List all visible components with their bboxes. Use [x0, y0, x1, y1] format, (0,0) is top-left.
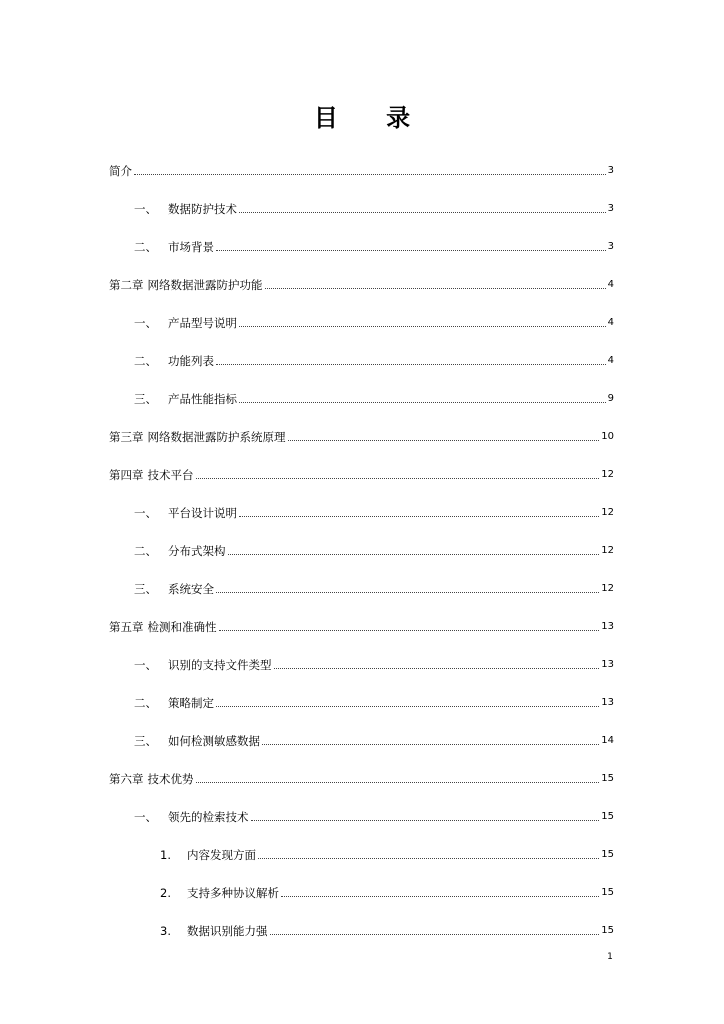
toc-entry-title: 市场背景: [168, 240, 214, 254]
toc-entry-number: 一、: [134, 202, 157, 216]
toc-entry-page: 14: [601, 735, 614, 746]
toc-entry-page: 15: [601, 849, 614, 860]
toc-entry-number: 二、: [134, 544, 157, 558]
toc-entry-title: 分布式架构: [168, 544, 226, 558]
toc-entry-page: 3: [607, 203, 614, 214]
toc-entry-title: 平台设计说明: [168, 506, 237, 520]
toc-entry[interactable]: [109, 722, 614, 760]
toc-entry-page: 12: [601, 507, 614, 518]
table-of-contents: [109, 152, 614, 950]
page-number: 1: [607, 952, 613, 962]
toc-entry-page: 12: [601, 583, 614, 594]
dot-leader: [270, 934, 600, 935]
toc-entry-title: 简介: [109, 164, 132, 178]
toc-entry-page: 3: [607, 241, 614, 252]
dot-leader: [274, 668, 600, 669]
toc-entry[interactable]: [109, 228, 614, 266]
dot-leader: [228, 554, 600, 555]
toc-entry[interactable]: [109, 912, 614, 950]
toc-entry-page: 13: [601, 697, 614, 708]
toc-entry-number: 2.: [160, 886, 171, 900]
toc-entry[interactable]: [109, 266, 614, 304]
dot-leader: [219, 630, 600, 631]
toc-entry[interactable]: [109, 418, 614, 456]
toc-entry-number: 第三章: [109, 430, 144, 444]
toc-entry-number: 1.: [160, 848, 171, 862]
toc-entry-number: 二、: [134, 240, 157, 254]
toc-entry[interactable]: [109, 190, 614, 228]
dot-leader: [239, 326, 606, 327]
toc-entry-number: 二、: [134, 696, 157, 710]
toc-entry-page: 13: [601, 621, 614, 632]
toc-entry-page: 3: [607, 165, 614, 176]
dot-leader: [239, 402, 606, 403]
toc-entry-title: 领先的检索技术: [168, 810, 249, 824]
toc-entry[interactable]: [109, 152, 614, 190]
toc-entry-number: 三、: [134, 392, 157, 406]
toc-entry[interactable]: [109, 874, 614, 912]
toc-entry-number: 第四章: [109, 468, 144, 482]
toc-entry-number: 一、: [134, 658, 157, 672]
dot-leader: [134, 174, 606, 175]
dot-leader: [288, 440, 600, 441]
toc-entry-title: 检测和准确性: [147, 620, 217, 634]
toc-entry-number: 3.: [160, 924, 171, 938]
toc-entry-number: 第二章: [109, 278, 144, 292]
toc-entry-number: 第五章: [109, 620, 144, 634]
toc-entry[interactable]: [109, 456, 614, 494]
toc-entry-title: 产品型号说明: [168, 316, 237, 330]
toc-entry[interactable]: [109, 532, 614, 570]
toc-entry-page: 15: [601, 887, 614, 898]
toc-entry-title: 支持多种协议解析: [187, 886, 279, 900]
toc-entry[interactable]: [109, 684, 614, 722]
toc-entry-title: 如何检测敏感数据: [168, 734, 260, 748]
toc-entry[interactable]: [109, 494, 614, 532]
toc-entry-page: 9: [607, 393, 614, 404]
dot-leader: [216, 364, 606, 365]
dot-leader: [239, 516, 599, 517]
dot-leader: [216, 250, 606, 251]
toc-entry-number: 第六章: [109, 772, 144, 786]
dot-leader: [258, 858, 599, 859]
toc-entry-title: 网络数据泄露防护功能: [147, 278, 263, 292]
toc-entry[interactable]: [109, 608, 614, 646]
dot-leader: [265, 288, 606, 289]
toc-entry-title: 技术优势: [147, 772, 194, 786]
toc-entry-page: 13: [601, 659, 614, 670]
toc-entry-page: 15: [601, 811, 614, 822]
toc-entry-title: 产品性能指标: [168, 392, 237, 406]
toc-entry-page: 12: [601, 469, 614, 480]
toc-entry-page: 4: [607, 355, 614, 366]
page-title: 目 录: [313, 104, 431, 132]
dot-leader: [216, 706, 599, 707]
toc-entry-page: 4: [607, 317, 614, 328]
dot-leader: [281, 896, 599, 897]
toc-entry-number: 二、: [134, 354, 157, 368]
toc-entry[interactable]: [109, 798, 614, 836]
toc-entry-title: 系统安全: [168, 582, 214, 596]
dot-leader: [196, 478, 600, 479]
toc-entry-title: 数据防护技术: [168, 202, 237, 216]
toc-entry-page: 10: [601, 431, 614, 442]
toc-entry-number: 一、: [134, 316, 157, 330]
toc-entry[interactable]: [109, 760, 614, 798]
toc-entry[interactable]: [109, 304, 614, 342]
toc-entry-page: 15: [601, 925, 614, 936]
toc-entry-number: 一、: [134, 810, 157, 824]
toc-entry-number: 三、: [134, 734, 157, 748]
dot-leader: [262, 744, 599, 745]
dot-leader: [216, 592, 599, 593]
toc-entry-title: 策略制定: [168, 696, 214, 710]
toc-entry-title: 网络数据泄露防护系统原理: [147, 430, 286, 444]
toc-entry[interactable]: [109, 570, 614, 608]
toc-entry[interactable]: [109, 342, 614, 380]
toc-entry-page: 15: [601, 773, 614, 784]
toc-entry-page: 4: [607, 279, 614, 290]
toc-entry-number: 三、: [134, 582, 157, 596]
toc-entry-title: 技术平台: [147, 468, 194, 482]
dot-leader: [251, 820, 600, 821]
dot-leader: [196, 782, 600, 783]
dot-leader: [239, 212, 606, 213]
toc-entry-title: 数据识别能力强: [187, 924, 268, 938]
toc-entry[interactable]: [109, 380, 614, 418]
toc-entry-page: 12: [601, 545, 614, 556]
toc-entry-title: 内容发现方面: [187, 848, 256, 862]
toc-entry[interactable]: [109, 646, 614, 684]
toc-entry-title: 识别的支持文件类型: [168, 658, 272, 672]
toc-entry-title: 功能列表: [168, 354, 214, 368]
toc-entry-number: 一、: [134, 506, 157, 520]
toc-entry[interactable]: [109, 836, 614, 874]
